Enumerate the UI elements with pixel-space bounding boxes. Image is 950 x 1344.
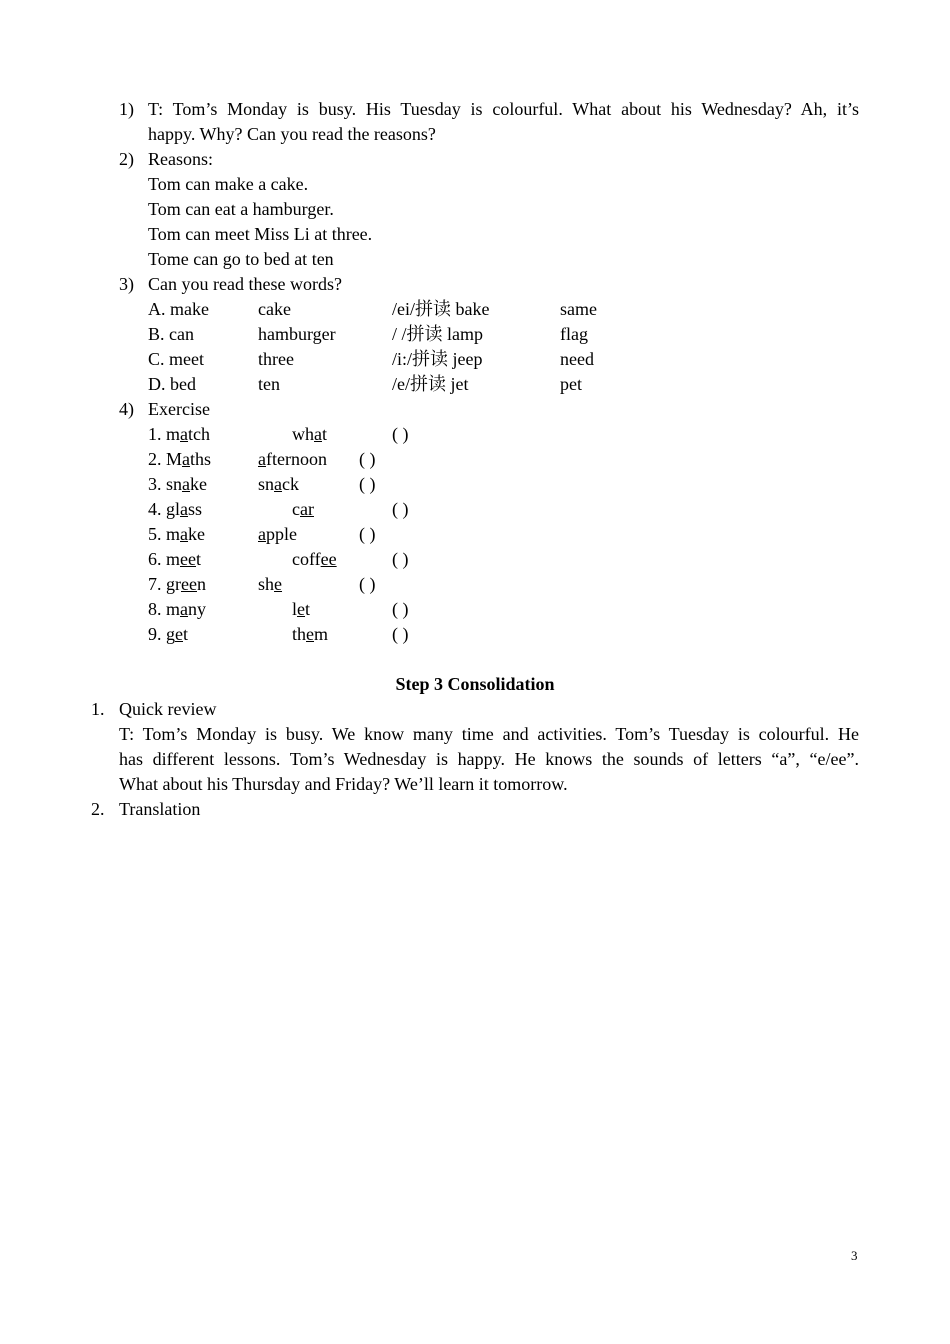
quick-review-heading: Quick review [119, 699, 217, 719]
phonics-cell: / /拼读 lamp [392, 324, 483, 344]
quick-review-line3: What about his Thursday and Friday? We’ll learn it tomorrow. [119, 774, 568, 794]
exercise-word-a: 6. meet [148, 549, 202, 569]
word-cell: B. can [148, 324, 194, 344]
reason-line: Tom can meet Miss Li at three. [148, 224, 373, 244]
reason-line: Tom can eat a hamburger. [148, 199, 334, 219]
phonics-cell: /i:/拼读 jeep [392, 349, 483, 369]
answer-blank: ( ) [359, 524, 376, 544]
reason-line: Tome can go to bed at ten [148, 249, 334, 269]
answer-blank: ( ) [359, 449, 376, 469]
exercise-word-b: let [292, 599, 311, 619]
phonics-cell: /ei/拼读 bake [392, 299, 490, 319]
exercise-word-a: 9. get [148, 624, 189, 644]
exercise-word-b: coffee [292, 549, 337, 569]
quick-review-line1: T: Tom’s Monday is busy. We know many time and activities. Tom’s Tuesday is colourful. He [119, 724, 859, 744]
list-number-4: 4) [119, 399, 134, 419]
phonics-cell: /e/拼读 jet [392, 374, 469, 394]
word-cell: cake [258, 299, 291, 319]
intro-text-line2: happy. Why? Can you read the reasons? [148, 124, 436, 144]
quick-review-line2: has different lessons. Tom’s Wednesday is happy. He knows the sounds of letters “a”, “e/ee”. [119, 749, 859, 769]
word-cell: pet [560, 374, 582, 394]
answer-blank: ( ) [359, 574, 376, 594]
exercise-word-a: 8. many [148, 599, 207, 619]
exercise-heading: Exercise [148, 399, 210, 419]
exercise-word-a: 5. make [148, 524, 206, 544]
answer-blank: ( ) [359, 474, 376, 494]
exercise-word-b: snack [258, 474, 300, 494]
exercise-word-b: them [292, 624, 329, 644]
exercise-word-b: she [258, 574, 283, 594]
word-cell: ten [258, 374, 280, 394]
exercise-word-a: 4. glass [148, 499, 203, 519]
section-title: Step 3 Consolidation [395, 674, 555, 694]
exercise-word-a: 2. Maths [148, 449, 212, 469]
list-number-step3-1: 1. [91, 699, 105, 719]
word-cell: hamburger [258, 324, 336, 344]
reasons-heading: Reasons: [148, 149, 213, 169]
word-cell: same [560, 299, 597, 319]
word-cell: A. make [148, 299, 209, 319]
list-number-3: 3) [119, 274, 134, 294]
answer-blank: ( ) [392, 599, 409, 619]
words-heading: Can you read these words? [148, 274, 342, 294]
exercise-word-b: apple [258, 524, 297, 544]
answer-blank: ( ) [392, 424, 409, 444]
list-number-2: 2) [119, 149, 134, 169]
intro-text-line1: T: Tom’s Monday is busy. His Tuesday is colourful. What about his Wednesday? Ah, it’s [148, 99, 859, 119]
exercise-word-a: 7. green [148, 574, 206, 594]
exercise-word-b: car [292, 499, 314, 519]
page-number: 3 [851, 1248, 858, 1263]
answer-blank: ( ) [392, 624, 409, 644]
exercise-word-b: afternoon [258, 449, 327, 469]
word-cell: D. bed [148, 374, 196, 394]
word-cell: flag [560, 324, 588, 344]
answer-blank: ( ) [392, 549, 409, 569]
exercise-word-b: what [292, 424, 328, 444]
exercise-word-a: 3. snake [148, 474, 208, 494]
word-cell: need [560, 349, 594, 369]
list-number-step3-2: 2. [91, 799, 105, 819]
word-cell: three [258, 349, 294, 369]
translation-heading: Translation [119, 799, 201, 819]
reason-line: Tom can make a cake. [148, 174, 309, 194]
word-cell: C. meet [148, 349, 204, 369]
exercise-word-a: 1. match [148, 424, 211, 444]
answer-blank: ( ) [392, 499, 409, 519]
list-number-1: 1) [119, 99, 134, 119]
